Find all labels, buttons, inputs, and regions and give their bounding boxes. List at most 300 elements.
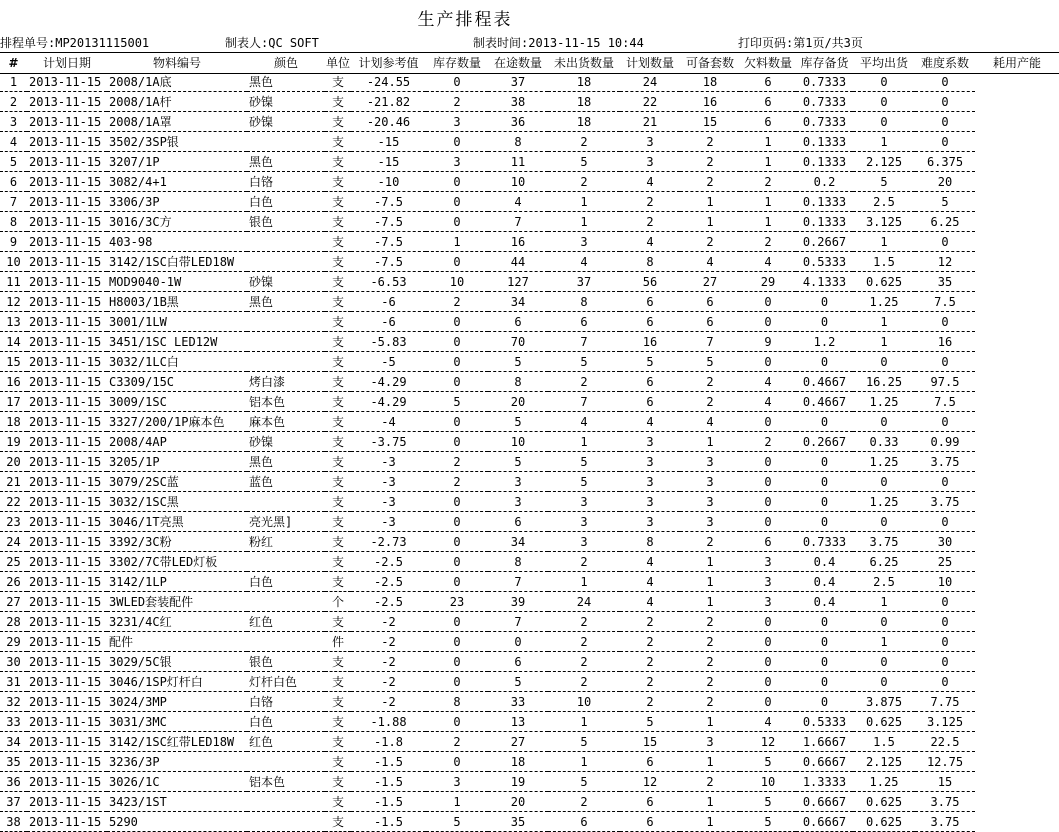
table-cell: 2013-11-15 — [27, 212, 107, 232]
table-cell: 3 — [426, 152, 488, 172]
table-cell: -3 — [351, 452, 426, 472]
table-cell: 0.6667 — [796, 792, 853, 812]
table-cell: 26 — [0, 572, 27, 592]
table-cell: 5 — [740, 792, 796, 812]
table-cell: 4 — [620, 172, 680, 192]
table-cell: 支 — [325, 392, 351, 412]
table-cell: 0 — [740, 292, 796, 312]
table-cell: 3 — [548, 232, 620, 252]
table-cell: 支 — [325, 472, 351, 492]
table-cell: 2013-11-15 — [27, 592, 107, 612]
table-cell: 0 — [426, 412, 488, 432]
table-header — [0, 53, 1059, 72]
table-cell: 支 — [325, 292, 351, 312]
table-cell: 0.625 — [853, 272, 915, 292]
table-cell: 2.5 — [853, 572, 915, 592]
table-cell: 18 — [680, 72, 740, 92]
maker-label: 制表人: — [225, 36, 269, 50]
table-row — [0, 392, 1059, 412]
table-cell — [247, 312, 325, 332]
table-row — [0, 432, 1059, 452]
table-cell: 0 — [740, 692, 796, 712]
table-cell: 3032/1LC白 — [107, 352, 247, 372]
table-cell: 35 — [488, 812, 548, 832]
table-row — [0, 232, 1059, 252]
table-cell: 6 — [548, 312, 620, 332]
table-cell: -4 — [351, 412, 426, 432]
table-cell: 2 — [620, 612, 680, 632]
table-cell: 6 — [488, 652, 548, 672]
table-cell: 27 — [488, 732, 548, 752]
table-cell: 3 — [740, 552, 796, 572]
table-cell: 3327/200/1P麻本色 — [107, 412, 247, 432]
table-cell: 3 — [548, 492, 620, 512]
table-cell: 银色 — [247, 212, 325, 232]
table-cell: 12 — [915, 252, 975, 272]
table-cell: 2 — [620, 652, 680, 672]
table-cell: 0 — [426, 752, 488, 772]
table-row — [0, 452, 1059, 472]
table-cell: 15 — [620, 732, 680, 752]
table-cell: 配件 — [107, 632, 247, 652]
table-cell: 0.4 — [796, 572, 853, 592]
table-cell: 白色 — [247, 712, 325, 732]
table-cell: 5 — [548, 472, 620, 492]
table-cell: 12 — [740, 732, 796, 752]
table-cell: 0.4 — [796, 592, 853, 612]
table-cell: 烤白漆 — [247, 372, 325, 392]
table-cell: 2 — [548, 172, 620, 192]
table-cell: 支 — [325, 612, 351, 632]
column-header: 可备套数 — [685, 56, 734, 70]
report-title: 生产排程表 — [417, 10, 513, 30]
table-cell: 6 — [620, 292, 680, 312]
table-cell: 2013-11-15 — [27, 632, 107, 652]
table-cell: -4.29 — [351, 372, 426, 392]
table-cell: 0 — [740, 492, 796, 512]
table-cell: 砂镍 — [247, 92, 325, 112]
table-cell: 个 — [325, 592, 351, 612]
table-cell: 1 — [426, 792, 488, 812]
table-cell: 6.25 — [915, 212, 975, 232]
table-cell: 7.5 — [915, 392, 975, 412]
table-cell: 0 — [426, 252, 488, 272]
column-header: 耗用产能 — [992, 56, 1041, 70]
table-cell: 0 — [426, 612, 488, 632]
table-cell: 2013-11-15 — [27, 572, 107, 592]
table-cell: 4 — [620, 592, 680, 612]
table-cell: 37 — [548, 272, 620, 292]
table-cell: 砂镍 — [247, 112, 325, 132]
table-cell: 24 — [548, 592, 620, 612]
page-number-value: 第1页/共3页 — [793, 36, 863, 50]
table-cell: 黑色 — [247, 452, 325, 472]
table-cell: 1 — [548, 192, 620, 212]
table-cell: 2.5 — [853, 192, 915, 212]
table-cell: 支 — [325, 112, 351, 132]
table-cell: 33 — [488, 692, 548, 712]
table-cell: 5 — [915, 192, 975, 212]
table-cell: 5 — [680, 352, 740, 372]
table-cell: -2.73 — [351, 532, 426, 552]
table-cell: 4 — [548, 252, 620, 272]
table-cell: 8 — [488, 372, 548, 392]
table-cell: 0 — [796, 612, 853, 632]
table-row — [0, 652, 1059, 672]
table-cell: 34 — [0, 732, 27, 752]
table-cell: 支 — [325, 552, 351, 572]
table-cell: 7 — [488, 212, 548, 232]
table-cell: 2 — [548, 672, 620, 692]
table-cell: 2013-11-15 — [27, 492, 107, 512]
table-cell: 6 — [488, 312, 548, 332]
table-cell: 0 — [740, 312, 796, 332]
table-cell: 2013-11-15 — [27, 312, 107, 332]
table-cell: 2013-11-15 — [27, 172, 107, 192]
table-cell: 黑色 — [247, 292, 325, 312]
table-cell: 1 — [680, 592, 740, 612]
table-cell: 4 — [620, 232, 680, 252]
table-cell: 2013-11-15 — [27, 372, 107, 392]
table-cell: 3 — [680, 732, 740, 752]
table-cell: 9 — [0, 232, 27, 252]
table-cell — [247, 332, 325, 352]
table-cell: 3236/3P — [107, 752, 247, 772]
table-cell: 38 — [0, 812, 27, 832]
table-cell: 9 — [740, 332, 796, 352]
schedule-table — [0, 53, 1059, 832]
table-cell: 支 — [325, 432, 351, 452]
table-cell: 0 — [426, 492, 488, 512]
table-cell: 2013-11-15 — [27, 192, 107, 212]
table-cell: 18 — [548, 92, 620, 112]
table-cell: 0 — [915, 92, 975, 112]
table-cell: 铝本色 — [247, 392, 325, 412]
table-cell: 20 — [0, 452, 27, 472]
table-cell: 支 — [325, 332, 351, 352]
table-cell: 6 — [740, 92, 796, 112]
table-cell: 0 — [740, 512, 796, 532]
table-cell: 0 — [426, 532, 488, 552]
table-cell: 3082/4+1 — [107, 172, 247, 192]
table-cell — [247, 592, 325, 612]
table-cell: 2013-11-15 — [27, 612, 107, 632]
table-cell: 2.125 — [853, 152, 915, 172]
table-cell: 0 — [915, 472, 975, 492]
table-cell: 3451/1SC LED12W — [107, 332, 247, 352]
table-cell: 13 — [0, 312, 27, 332]
table-row — [0, 632, 1059, 652]
table-cell: 0 — [853, 652, 915, 672]
table-cell: 支 — [325, 812, 351, 832]
table-cell: 6 — [680, 312, 740, 332]
table-cell: 22 — [0, 492, 27, 512]
table-cell: 2 — [680, 232, 740, 252]
table-cell: 1 — [853, 632, 915, 652]
table-cell: 1 — [680, 192, 740, 212]
table-cell: 5 — [0, 152, 27, 172]
table-row — [0, 192, 1059, 212]
table-cell: 2013-11-15 — [27, 112, 107, 132]
column-header: 库存备货 — [800, 56, 849, 70]
table-cell: 2013-11-15 — [27, 232, 107, 252]
table-cell: 12.75 — [915, 752, 975, 772]
table-cell: 支 — [325, 312, 351, 332]
table-cell: 0 — [853, 72, 915, 92]
table-cell: 4.1333 — [796, 272, 853, 292]
table-cell: 0.5333 — [796, 712, 853, 732]
table-cell: 29 — [0, 632, 27, 652]
table-cell: 2 — [680, 652, 740, 672]
table-row — [0, 92, 1059, 112]
table-cell: 10 — [426, 272, 488, 292]
table-cell: 0 — [796, 692, 853, 712]
table-body — [0, 72, 1059, 832]
table-row — [0, 792, 1059, 812]
column-header: 平均出货 — [859, 56, 908, 70]
table-row — [0, 592, 1059, 612]
table-cell: 6 — [548, 812, 620, 832]
table-cell: 4 — [620, 552, 680, 572]
table-cell: 3046/1SP灯杆白 — [107, 672, 247, 692]
table-cell: 5 — [426, 812, 488, 832]
table-cell: 2 — [680, 772, 740, 792]
table-cell: 6.25 — [853, 552, 915, 572]
table-cell: 支 — [325, 452, 351, 472]
table-cell: 2 — [680, 692, 740, 712]
table-cell: 6 — [740, 532, 796, 552]
table-cell: 21 — [0, 472, 27, 492]
table-cell: 0 — [796, 492, 853, 512]
table-cell: 3 — [680, 472, 740, 492]
table-cell: 0 — [796, 652, 853, 672]
table-cell: 白铬 — [247, 692, 325, 712]
table-cell: -7.5 — [351, 232, 426, 252]
table-cell: 15 — [680, 112, 740, 132]
table-cell — [247, 492, 325, 512]
table-cell: 2008/1A底 — [107, 72, 247, 92]
table-cell: 2 — [426, 732, 488, 752]
table-cell: -21.82 — [351, 92, 426, 112]
table-cell: -6.53 — [351, 272, 426, 292]
table-cell: 15 — [0, 352, 27, 372]
table-cell: 2.125 — [853, 752, 915, 772]
table-cell: 2008/1A罩 — [107, 112, 247, 132]
table-cell: 3 — [548, 512, 620, 532]
table-cell: 2 — [548, 612, 620, 632]
table-cell: MOD9040-1W — [107, 272, 247, 292]
table-cell: 2013-11-15 — [27, 792, 107, 812]
table-cell: 8 — [620, 252, 680, 272]
table-cell: 0 — [740, 672, 796, 692]
table-cell: 0.2 — [796, 172, 853, 192]
table-cell: 11 — [0, 272, 27, 292]
table-cell: 10 — [488, 172, 548, 192]
table-cell: 38 — [488, 92, 548, 112]
table-cell: -2.5 — [351, 572, 426, 592]
table-cell: 3306/3P — [107, 192, 247, 212]
make-time-value: 2013-11-15 10:44 — [528, 36, 644, 50]
table-cell: 0 — [796, 452, 853, 472]
table-cell: 3.75 — [853, 532, 915, 552]
table-cell: 37 — [0, 792, 27, 812]
table-row — [0, 492, 1059, 512]
table-row — [0, 532, 1059, 552]
table-cell: 3 — [488, 472, 548, 492]
table-cell: 403-98 — [107, 232, 247, 252]
table-cell: 3302/7C带LED灯板 — [107, 552, 247, 572]
table-cell: -7.5 — [351, 252, 426, 272]
table-cell — [247, 132, 325, 152]
table-cell: 2 — [0, 92, 27, 112]
column-header: 未出货数量 — [553, 56, 614, 70]
table-cell: 2013-11-15 — [27, 652, 107, 672]
table-cell: 支 — [325, 672, 351, 692]
table-cell: 0 — [853, 612, 915, 632]
table-cell: 1 — [680, 212, 740, 232]
table-cell: -3 — [351, 492, 426, 512]
table-cell: 0 — [853, 472, 915, 492]
table-cell: 2013-11-15 — [27, 512, 107, 532]
table-cell: 22.5 — [915, 732, 975, 752]
table-row — [0, 252, 1059, 272]
table-cell: 8 — [488, 552, 548, 572]
table-cell: 1 — [680, 712, 740, 732]
table-cell — [247, 232, 325, 252]
table-cell: 3.75 — [915, 792, 975, 812]
table-cell: 2013-11-15 — [27, 772, 107, 792]
table-cell: 1.25 — [853, 452, 915, 472]
column-header: 欠料数量 — [743, 56, 792, 70]
table-cell: 15 — [915, 772, 975, 792]
table-cell: 8 — [0, 212, 27, 232]
table-cell: 18 — [548, 72, 620, 92]
table-cell: 支 — [325, 792, 351, 812]
table-cell: 1.25 — [853, 292, 915, 312]
table-cell: 10 — [915, 572, 975, 592]
table-cell: 0.625 — [853, 712, 915, 732]
table-cell: 27 — [680, 272, 740, 292]
table-cell: 3029/5C银 — [107, 652, 247, 672]
table-cell: 5 — [548, 732, 620, 752]
table-cell: 16 — [488, 232, 548, 252]
table-cell: 支 — [325, 492, 351, 512]
table-row — [0, 772, 1059, 792]
table-cell: 2 — [548, 792, 620, 812]
table-cell: 37 — [488, 72, 548, 92]
table-cell: 1 — [740, 212, 796, 232]
table-cell: 3.75 — [915, 492, 975, 512]
table-cell: 7 — [548, 332, 620, 352]
table-cell: 32 — [0, 692, 27, 712]
table-row — [0, 292, 1059, 312]
table-cell: 1 — [680, 812, 740, 832]
table-cell: 8 — [426, 692, 488, 712]
table-cell: 6 — [620, 372, 680, 392]
column-header: 计划参考值 — [358, 56, 419, 70]
table-cell: 23 — [426, 592, 488, 612]
table-cell: -2 — [351, 652, 426, 672]
table-cell: 3231/4C红 — [107, 612, 247, 632]
table-cell: 1 — [740, 152, 796, 172]
table-cell: 砂镍 — [247, 432, 325, 452]
table-cell: 粉红 — [247, 532, 325, 552]
table-cell: 5 — [853, 172, 915, 192]
make-time — [473, 34, 644, 50]
page-number-label: 打印页码: — [738, 36, 794, 50]
table-cell: 支 — [325, 732, 351, 752]
table-cell: 支 — [325, 252, 351, 272]
table-cell: 3.125 — [853, 212, 915, 232]
table-cell: 2013-11-15 — [27, 732, 107, 752]
table-cell: 2 — [740, 432, 796, 452]
table-cell: -7.5 — [351, 212, 426, 232]
table-cell: 2013-11-15 — [27, 72, 107, 92]
table-cell: 2013-11-15 — [27, 692, 107, 712]
table-cell: 0.625 — [853, 792, 915, 812]
table-cell: 3142/1SC红带LED18W — [107, 732, 247, 752]
table-cell: 3.75 — [915, 452, 975, 472]
table-cell: 18 — [548, 112, 620, 132]
column-header: # — [8, 55, 19, 70]
table-cell: 97.5 — [915, 372, 975, 392]
table-cell: 支 — [325, 692, 351, 712]
table-cell: 0 — [740, 412, 796, 432]
table-cell: 0 — [915, 72, 975, 92]
table-cell: 30 — [0, 652, 27, 672]
table-cell: 1 — [740, 132, 796, 152]
table-cell: 10 — [0, 252, 27, 272]
column-header: 难度系数 — [920, 56, 969, 70]
table-cell: 亮光黑] — [247, 512, 325, 532]
table-cell: 39 — [488, 592, 548, 612]
table-cell: 13 — [488, 712, 548, 732]
table-cell: 2 — [740, 172, 796, 192]
table-row — [0, 692, 1059, 712]
table-cell: 14 — [0, 332, 27, 352]
table-cell: 3.875 — [853, 692, 915, 712]
table-cell: 36 — [488, 112, 548, 132]
table-cell: 1.25 — [853, 392, 915, 412]
table-cell: 4 — [680, 412, 740, 432]
table-cell: 3031/3MC — [107, 712, 247, 732]
table-row — [0, 672, 1059, 692]
table-cell: 0 — [853, 412, 915, 432]
table-cell: 3 — [620, 472, 680, 492]
table-cell: 7 — [488, 572, 548, 592]
table-cell — [247, 752, 325, 772]
table-cell: 1.6667 — [796, 732, 853, 752]
table-cell: 红色 — [247, 732, 325, 752]
column-header: 计划日期 — [42, 56, 91, 70]
table-cell: 0.2667 — [796, 432, 853, 452]
table-cell: 蓝色 — [247, 472, 325, 492]
table-row — [0, 512, 1059, 532]
table-cell: 0.1333 — [796, 132, 853, 152]
table-cell: 24 — [620, 72, 680, 92]
table-cell: -1.5 — [351, 792, 426, 812]
table-cell: 2 — [680, 152, 740, 172]
table-cell: 0.99 — [915, 432, 975, 452]
table-cell: 3 — [426, 772, 488, 792]
table-cell: 3 — [740, 572, 796, 592]
table-cell: 2013-11-15 — [27, 452, 107, 472]
table-cell: 20 — [915, 172, 975, 192]
table-cell: -1.8 — [351, 732, 426, 752]
table-cell: 支 — [325, 372, 351, 392]
table-cell: 0 — [915, 232, 975, 252]
table-cell: 5 — [620, 352, 680, 372]
